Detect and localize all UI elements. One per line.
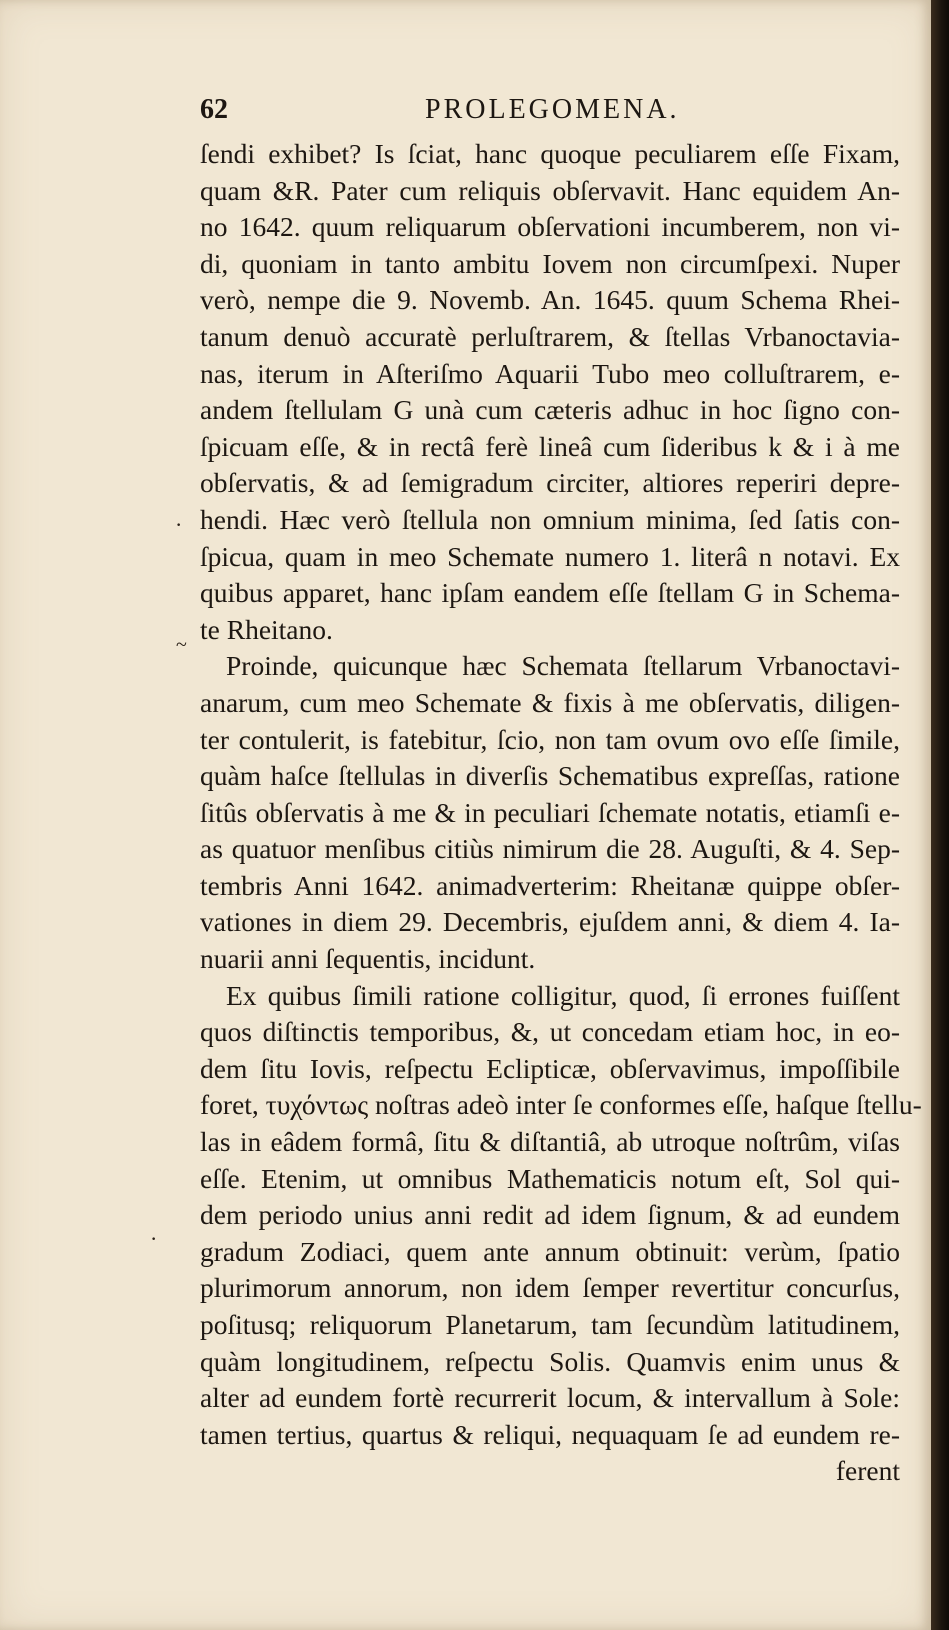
text-line: no 1642. quum reliquarum obſervationi incumberem, non vi- bbox=[200, 211, 900, 243]
text-line: poſitusq; reliquorum Planetarum, tam ſecundùm latitudinem, bbox=[200, 1309, 900, 1340]
text-line: quam &R. Pater cum reliquis obſervavit. Hanc equidem An- bbox=[200, 174, 900, 206]
text-line: tamen tertius, quartus & reliqui, nequaquam ſe ad eundem re- bbox=[200, 1418, 900, 1450]
text-line: anarum, cum meo Schemate & fixis à me obſervatis, diligen- bbox=[200, 686, 900, 718]
text-line: ſpicua, quam in meo Schemate numero 1. literâ n notavi. Ex bbox=[200, 540, 900, 572]
text-line: quàm longitudinem, reſpectu Solis. Quamvis enim unus & bbox=[200, 1345, 900, 1377]
text-line: quibus apparet, hanc ipſam eandem eſſe ſtellam G in Schema- bbox=[200, 577, 900, 609]
margin-dot: · bbox=[175, 512, 183, 537]
margin-tilde: ~ bbox=[176, 634, 187, 656]
text-line: quàm haſce ſtellulas in diverſis Schematibus expreſſas, ratione bbox=[200, 760, 900, 792]
text-line: tembris Anni 1642. animadverterim: Rheitanæ quippe obſer- bbox=[200, 869, 900, 901]
text-line: gradum Zodiaci, quem ante annum obtinuit: verùm, ſpatio bbox=[200, 1235, 900, 1267]
page-header bbox=[200, 94, 931, 134]
text-line: foret, τυχόντως noſtras adeò inter ſe conformes eſſe, haſque ſtellu- bbox=[200, 1089, 922, 1121]
text-line: nuarii anni ſequentis, incidunt. bbox=[200, 943, 536, 975]
text-line: di, quoniam in tanto ambitu Iovem non circumſpexi. Nuper bbox=[200, 247, 900, 279]
catchword: ferent bbox=[835, 1455, 900, 1487]
text-line: verò, nempe die 9. Novemb. An. 1645. quum Schema Rhei- bbox=[200, 284, 900, 316]
paragraph-1 bbox=[200, 136, 900, 648]
text-line: nas, iterum in Aſteriſmo Aquarii Tubo meo colluſtrarem, e- bbox=[200, 357, 900, 389]
body-text bbox=[200, 136, 922, 1490]
text-line: hendi. Hæc verò ſtellula non omnium minima, ſed ſatis con- bbox=[200, 503, 900, 535]
text-line: as quatuor menſibus citiùs nimirum die 28. Auguſti, & 4. Sep- bbox=[200, 833, 900, 865]
text-line: ſitûs obſervatis à me & in peculiari ſchemate notatis, etiamſi e- bbox=[200, 796, 900, 828]
text-line: ſpicuam eſſe, & in rectâ ferè lineâ cum ſideribus k & i à me bbox=[200, 430, 900, 462]
text-line: obſervatis, & ad ſemigradum circiter, altiores reperiri depre- bbox=[200, 467, 900, 499]
text-line: eſſe. Etenim, ut omnibus Mathematicis notum eſt, Sol qui- bbox=[200, 1162, 900, 1194]
text-line: plurimorum annorum, non idem ſemper revertitur concurſus, bbox=[200, 1272, 900, 1304]
text-line: andem ſtellulam G unà cum cæteris adhuc in hoc ſigno con- bbox=[200, 394, 900, 426]
page-number: 62 bbox=[200, 94, 228, 125]
margin-dot: · bbox=[150, 1226, 158, 1251]
paragraph-3 bbox=[200, 978, 922, 1490]
text-line: tanum denuò accuratè perluſtrarem, & ſtellas Vrbanoctavia- bbox=[200, 320, 900, 352]
text-line: quos diſtinctis temporibus, &, ut concedam etiam hoc, in eo- bbox=[200, 1016, 900, 1048]
text-line: Ex quibus ſimili ratione colligitur, quod, ſi errones fuiſſent bbox=[226, 979, 900, 1011]
text-line: Proinde, quicunque hæc Schemata ſtellarum Vrbanoctavi- bbox=[226, 650, 900, 682]
text-line: dem periodo unius anni redit ad idem ſignum, & ad eundem bbox=[200, 1199, 900, 1231]
text-line: te Rheitano. bbox=[200, 613, 333, 645]
text-line: alter ad eundem fortè recurrerit locum, & intervallum à Sole: bbox=[200, 1382, 900, 1414]
text-line: vationes in diem 29. Decembris, ejuſdem anni, & diem 4. Ia- bbox=[200, 906, 900, 938]
text-line: las in eâdem formâ, ſitu & diſtantiâ, ab utroque noſtrûm, viſas bbox=[200, 1126, 900, 1158]
running-head: PROLEGOMENA. bbox=[425, 94, 680, 125]
page-edge bbox=[931, 0, 949, 1630]
text-line: ſendi exhibet? Is ſciat, hanc quoque peculiarem eſſe Fixam, bbox=[200, 138, 900, 169]
text-line: ter contulerit, is fatebitur, ſcio, non tam ovum ovo eſſe ſimile, bbox=[200, 723, 900, 755]
paragraph-2 bbox=[200, 648, 900, 977]
text-line: dem ſitu Iovis, reſpectu Eclipticæ, obſervavimus, impoſſibile bbox=[200, 1052, 900, 1084]
